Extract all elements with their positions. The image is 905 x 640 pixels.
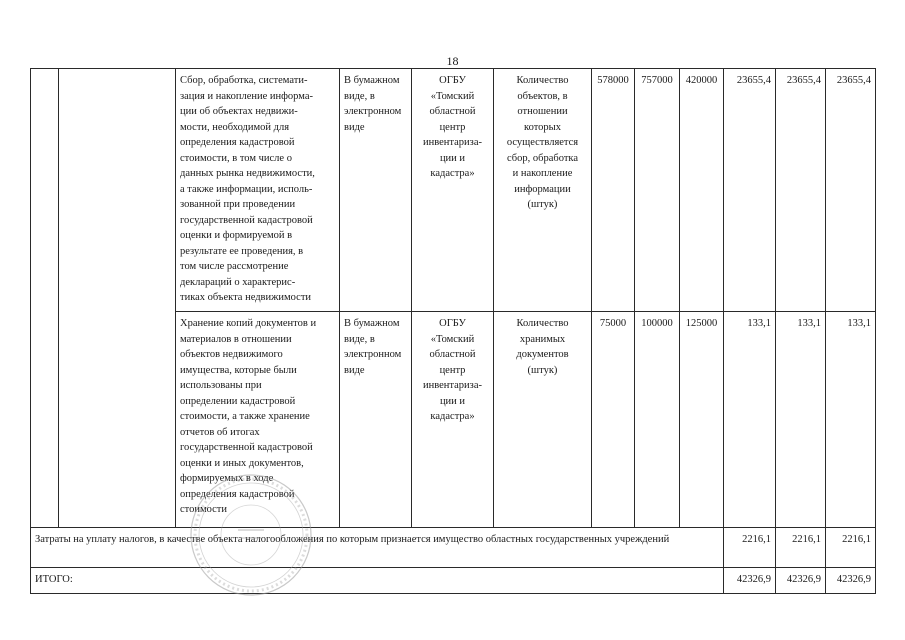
total-cost-year-1: 42326,9 xyxy=(724,568,776,594)
tax-cost-year-2: 2216,1 xyxy=(776,528,826,568)
cost-year-3: 133,1 xyxy=(826,312,876,528)
cost-year-2: 23655,4 xyxy=(776,69,826,312)
total-cost-year-2: 42326,9 xyxy=(776,568,826,594)
tax-row-label: Затраты на уплату налогов, в качестве объекта налогообложения по которым признается имущество областных государственных учреждений xyxy=(31,528,724,568)
service-form: В бумажном виде, в электронном виде xyxy=(340,69,412,312)
page-number: 18 xyxy=(446,54,459,68)
institution-name: ОГБУ «Томский областной центр инвентариза- ции и кадастра» xyxy=(412,312,494,528)
empty-cell xyxy=(59,69,176,528)
expense-table xyxy=(30,68,876,594)
volume-year-3: 125000 xyxy=(680,312,724,528)
tax-cost-year-1: 2216,1 xyxy=(724,528,776,568)
volume-indicator: Количество хранимых документов (штук) xyxy=(494,312,592,528)
tax-row xyxy=(31,528,876,568)
cost-year-3: 23655,4 xyxy=(826,69,876,312)
tax-cost-year-3: 2216,1 xyxy=(826,528,876,568)
service-form: В бумажном виде, в электронном виде xyxy=(340,312,412,528)
cost-year-2: 133,1 xyxy=(776,312,826,528)
cost-year-1: 23655,4 xyxy=(724,69,776,312)
empty-cell xyxy=(31,69,59,528)
volume-indicator: Количество объектов, в отношении которых осуществляется сбор, обработка и накопление информации (штук) xyxy=(494,69,592,312)
table-row xyxy=(31,69,876,312)
total-row-label: ИТОГО: xyxy=(31,568,724,594)
total-cost-year-3: 42326,9 xyxy=(826,568,876,594)
institution-name: ОГБУ «Томский областной центр инвентариза- ции и кадастра» xyxy=(412,69,494,312)
volume-year-2: 100000 xyxy=(635,312,680,528)
service-description: Хранение копий документов и материалов в отношении объектов недвижимого имущества, которые были использованы при определении кадастровой стоимости, а также хранение отчетов об итогах государственной кадастровой оценки и иных документов, формируемых в ходе определения кадастровой стоимости xyxy=(176,312,340,528)
volume-year-1: 578000 xyxy=(592,69,635,312)
total-row xyxy=(31,568,876,594)
volume-year-3: 420000 xyxy=(680,69,724,312)
cost-year-1: 133,1 xyxy=(724,312,776,528)
volume-year-1: 75000 xyxy=(592,312,635,528)
volume-year-2: 757000 xyxy=(635,69,680,312)
service-description: Сбор, обработка, системати- зация и накопление информа- ции об объектах недвижи- мости, необходимой для определения кадастровой стоимости, в том числе о данных рынка недвижимости, а также информации, исполь- зованной при проведении государственной кадастровой оценки и формируемой в результате ее проведения, в том числе рассмотрение деклараций о характерис- тиках объекта недвижимости xyxy=(176,69,340,312)
